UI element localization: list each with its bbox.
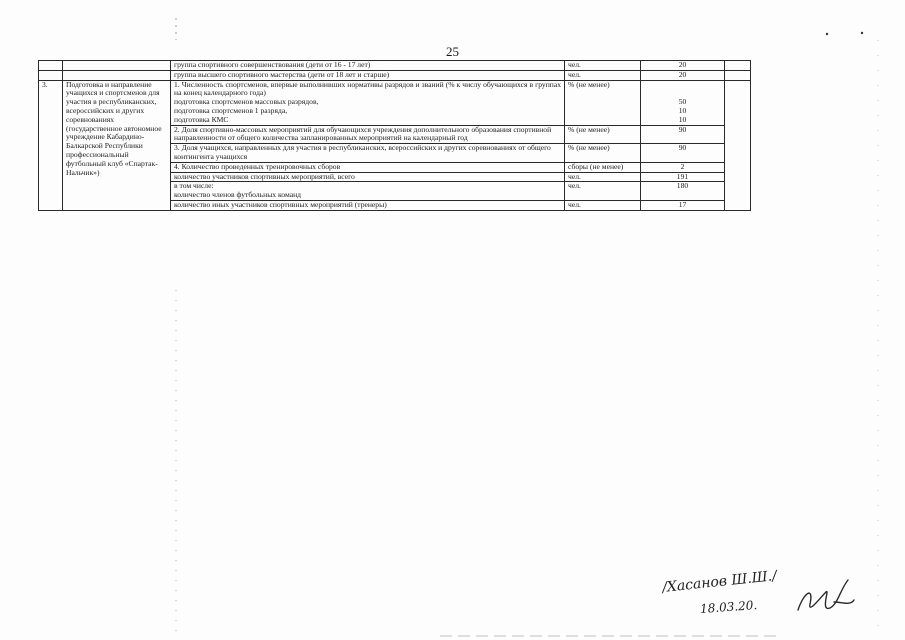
indicator-cell: количество участников спортивных мероприятий, всего [171,172,565,182]
unit-cell: % (не менее) [565,80,641,125]
value-cell: 20 [641,61,725,71]
unit-cell: сборы (не менее) [565,162,641,172]
value-cell: 2 [641,162,725,172]
value-cell: 191 [641,172,725,182]
value-cell: 20 [641,70,725,80]
value-cell: 90 [641,144,725,163]
value-line: 10 [678,105,687,115]
unit-cell: чел. [565,172,641,182]
indicator-cell: 2. Доля спортивно-массовых мероприятий для обучающихся учреждения дополнительного образования спортивной направленности от общего количества запланированных мероприятий на календарный год [171,125,565,144]
page-number: 25 [446,44,459,59]
indicator-cell: 3. Доля учащихся, направленных для участия в республиканских, всероссийских и других соревнованиях от общего контингента учащихся [171,144,565,163]
indicator-line: подготовка спортсменов массовых разрядов, [174,97,319,107]
value-cell: 17 [641,200,725,210]
section-name-cell: Подготовка и направление учащихся и спортсменов для участия в республиканских, всероссийских и других соревнованиях (государственное автономное учреждение Кабардино-Балкарской Республики профессиональный футбольный клуб «Спартак-Нальчик») [63,80,171,210]
value-cell: 90 [641,125,725,144]
unit-cell: чел. [565,182,641,201]
value-cell: 180 [641,182,725,201]
indicator-cell: группа спортивного совершенствования (дети от 16 - 17 лет) [171,61,565,71]
unit-cell: чел. [565,61,641,71]
indicator-line: 1. Численность спортсменов, впервые выполнивших нормативы разрядов и званий (% к числу обучающихся в группах на конец календарного года) [174,80,561,98]
indicator-line: количество членов футбольных команд [174,190,302,200]
indicator-cell: 4. Количество проведенных тренировочных сборов [171,162,565,172]
value-line: 50 [678,97,687,107]
unit-cell: чел. [565,70,641,80]
unit-cell: % (не менее) [565,144,641,163]
indicator-cell: количество иных участников спортивных мероприятий (тренеры) [171,200,565,210]
unit-cell: % (не менее) [565,125,641,144]
handwritten-signature [790,572,860,622]
signature-date: 18.03.20. [699,598,758,616]
indicator-line: в том числе: [174,181,214,191]
section-number-cell: 3. [39,80,63,210]
value-line: 10 [678,114,687,124]
indicator-line: подготовка спортсменов 1 разряда, [174,105,288,115]
signature-name: /Хасанов Ш.Ш./ [661,568,778,596]
indicator-cell: группа высшего спортивного мастерства (дети от 18 лет и старше) [171,70,565,80]
unit-cell: чел. [565,200,641,210]
indicator-line: подготовка КМС [174,114,229,124]
